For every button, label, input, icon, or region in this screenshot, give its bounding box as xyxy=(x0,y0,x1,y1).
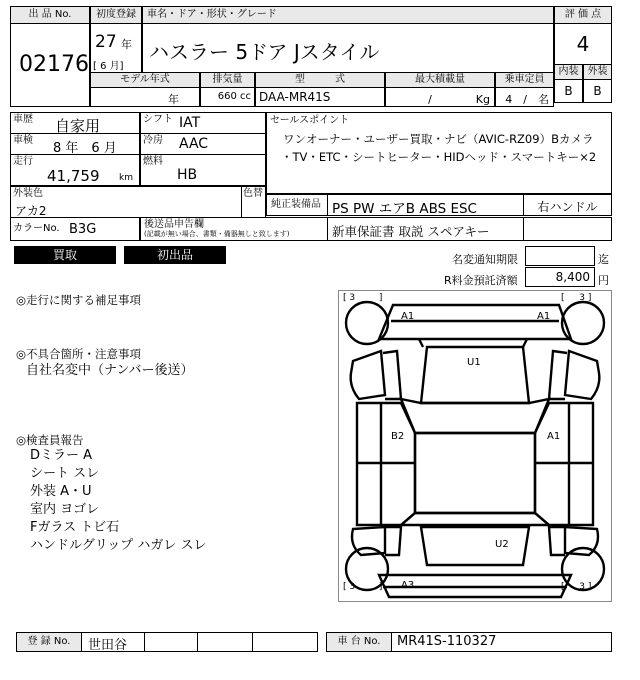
mark-a3: A3 xyxy=(401,580,415,591)
sales-points-line1: ワンオーナー・ユーザー買取・ナビ（AVIC-RZ09）Bカメラ xyxy=(283,132,594,146)
name-change-deadline-unit: 迄 xyxy=(598,253,609,266)
defects-text: 自社名変中（ナンバー後送） xyxy=(26,363,194,378)
recycle-fee-label: R料金預託済額 xyxy=(444,274,518,287)
mark-b2: B2 xyxy=(391,431,405,442)
interior-grade-cell xyxy=(554,79,583,103)
mark-u2: U2 xyxy=(495,539,509,550)
ac-value: AAC xyxy=(179,136,209,152)
standard-equipment-cell xyxy=(327,194,524,216)
inspection-value: 8 年 6 月 xyxy=(53,141,117,156)
chassis-value: MR41S-110327 xyxy=(397,634,497,649)
fuel-value: HB xyxy=(177,167,198,183)
defects-title: ◎不具合箇所・注意事項 xyxy=(16,347,142,361)
exterior-grade-header: 外装 xyxy=(583,64,612,80)
standard-equipment-label-cell xyxy=(266,194,328,216)
history-label: 車歴 xyxy=(13,114,33,125)
max-load-cell xyxy=(385,87,495,107)
exterior-color-cell xyxy=(10,186,242,218)
sales-points-line2: ・TV・ETC・シートヒーター・HIDヘッド・スマートキー×2 xyxy=(281,150,597,164)
recycle-fee-box xyxy=(525,267,595,287)
documents-value: 新車保証書 取説 スペアキー xyxy=(332,224,490,239)
score-value: 4 xyxy=(576,32,590,56)
history-value: 自家用 xyxy=(55,117,101,135)
rear-window xyxy=(401,513,549,525)
color-no-value: B3G xyxy=(69,222,97,237)
lot-number-header: 出 品 No. xyxy=(10,6,90,24)
max-load-value: / Kg xyxy=(428,93,490,106)
exterior-grade-cell xyxy=(583,79,612,103)
documents-note: (記載が無い場合、書類・備器無しと致します) xyxy=(144,230,290,238)
first-listing-badge: 初出品 xyxy=(124,246,226,264)
model-year-cell xyxy=(90,87,200,107)
sales-points-label: セールスポイント xyxy=(270,115,350,126)
model-year-unit: 年 xyxy=(168,93,179,106)
standard-equipment-label: 純正装備品 xyxy=(271,199,321,210)
name-change-deadline-label: 名変通知期限 xyxy=(452,253,518,266)
right-rear-fender xyxy=(565,527,598,555)
mark-u1: U1 xyxy=(467,357,481,368)
car-damage-diagram xyxy=(339,291,611,601)
mark-a1-front-left: A1 xyxy=(401,311,415,322)
max-load-header: 最大積載量 xyxy=(385,72,495,88)
registration-no-header: 登 録 No. xyxy=(16,632,82,652)
interior-grade: B xyxy=(564,84,573,98)
exterior-grade: B xyxy=(593,84,602,98)
capacity-header: 乗車定員 xyxy=(495,72,554,88)
tailgate xyxy=(421,527,529,565)
tire-front-left xyxy=(346,302,388,344)
capacity-value: 4 / 名 xyxy=(505,93,549,106)
registration-cell-1 xyxy=(81,632,145,652)
displacement-cell xyxy=(200,87,255,107)
registration-cell-4 xyxy=(252,632,318,652)
car-name: ハスラー 5ドア Jスタイル xyxy=(149,40,380,64)
car-name-box xyxy=(142,23,554,73)
first-registration-month: [ 6 月] xyxy=(93,61,124,72)
recycle-fee-value: 8,400 xyxy=(555,270,590,284)
model-code-cell xyxy=(255,87,385,107)
first-registration-year: 27 xyxy=(95,32,117,52)
steering-cell xyxy=(523,194,612,216)
corner-label-tl: [ 3 ] xyxy=(343,293,383,303)
color-change-cell xyxy=(241,186,266,218)
chassis-no-header: 車 台 No. xyxy=(326,632,392,652)
standard-equipment-value: PS PW エアB ABS ESC xyxy=(332,201,477,217)
score-box xyxy=(554,23,612,65)
color-no-label: カラーNo. xyxy=(13,223,60,234)
mileage-cell xyxy=(10,154,140,186)
name-change-deadline-box xyxy=(525,246,595,266)
corner-label-br: [ 3 ] xyxy=(561,582,592,592)
color-change-label: 色替 xyxy=(243,188,263,199)
lot-number: 02176 xyxy=(19,52,89,77)
exterior-color-label: 外装色 xyxy=(13,188,43,199)
displacement-value: 660 cc xyxy=(217,91,251,102)
model-title-header: 車名・ドア・形状・グレード xyxy=(142,6,554,24)
inspector-line: Fガラス トビ石 xyxy=(30,520,120,535)
tire-front-right xyxy=(562,302,604,344)
driving-remarks-title: ◎走行に関する補足事項 xyxy=(16,293,142,307)
model-code-header: 型 式 xyxy=(255,72,385,88)
mark-a1-side: A1 xyxy=(547,431,561,442)
capacity-cell xyxy=(495,87,554,107)
history-cell xyxy=(10,112,140,134)
steering-value: 右ハンドル xyxy=(537,200,598,214)
shift-value: IAT xyxy=(179,115,201,131)
buy-badge: 買取 xyxy=(14,246,116,264)
documents-cell xyxy=(327,217,524,241)
first-registration-box xyxy=(90,23,142,73)
inspector-line: 外装 A・U xyxy=(30,484,92,499)
first-registration-header: 初度登録 xyxy=(90,6,142,24)
interior-grade-header: 内装 xyxy=(554,64,583,80)
documents-extra-cell xyxy=(523,217,612,241)
mileage-label: 走行 xyxy=(13,156,33,167)
corner-label-tr: [ 3 ] xyxy=(561,293,592,303)
registration-cell-2 xyxy=(144,632,198,652)
model-code-value: DAA-MR41S xyxy=(259,90,331,104)
ac-label: 冷房 xyxy=(143,135,163,146)
right-front-fender xyxy=(565,351,599,399)
inspector-line: 室内 ヨゴレ xyxy=(30,502,100,517)
model-year-header: モデル年式 xyxy=(90,72,200,88)
recycle-fee-unit: 円 xyxy=(598,274,609,287)
fuel-label: 燃料 xyxy=(143,156,163,167)
inspector-line: ハンドルグリップ ハガレ スレ xyxy=(30,538,207,553)
left-rear-fender xyxy=(352,527,385,555)
windshield xyxy=(401,399,549,433)
inspector-report-title: ◎検査員報告 xyxy=(16,433,84,447)
left-front-fender xyxy=(351,351,385,399)
sales-points-box xyxy=(266,112,612,194)
mark-a1-front-right: A1 xyxy=(537,311,551,322)
score-header: 評 価 点 xyxy=(554,6,612,24)
ac-cell xyxy=(140,133,266,155)
damage-diagram-frame xyxy=(338,290,612,602)
inspection-cell xyxy=(10,133,140,155)
registration-cell-3 xyxy=(197,632,253,652)
color-no-cell xyxy=(10,217,140,241)
documents-label: 後送品申告欄 xyxy=(144,219,204,230)
exterior-color-value: アカ2 xyxy=(15,204,47,218)
inspector-line: シート スレ xyxy=(30,466,100,481)
year-suffix: 年 xyxy=(121,38,132,51)
corner-label-bl: [ 3 ] xyxy=(343,582,383,592)
mileage-unit: km xyxy=(119,173,133,183)
lot-number-box xyxy=(10,23,90,107)
documents-label-cell xyxy=(140,217,328,241)
inspector-line: Dミラー A xyxy=(30,448,93,463)
shift-cell xyxy=(140,112,266,134)
chassis-cell xyxy=(391,632,612,652)
roof xyxy=(415,433,535,513)
displacement-header: 排気量 xyxy=(200,72,255,88)
inspection-label: 車検 xyxy=(13,135,33,146)
mileage-value: 41,759 xyxy=(47,167,100,185)
hood xyxy=(421,347,529,403)
registration-value: 世田谷 xyxy=(88,638,128,653)
shift-label: シフト xyxy=(143,114,173,125)
fuel-cell xyxy=(140,154,266,186)
